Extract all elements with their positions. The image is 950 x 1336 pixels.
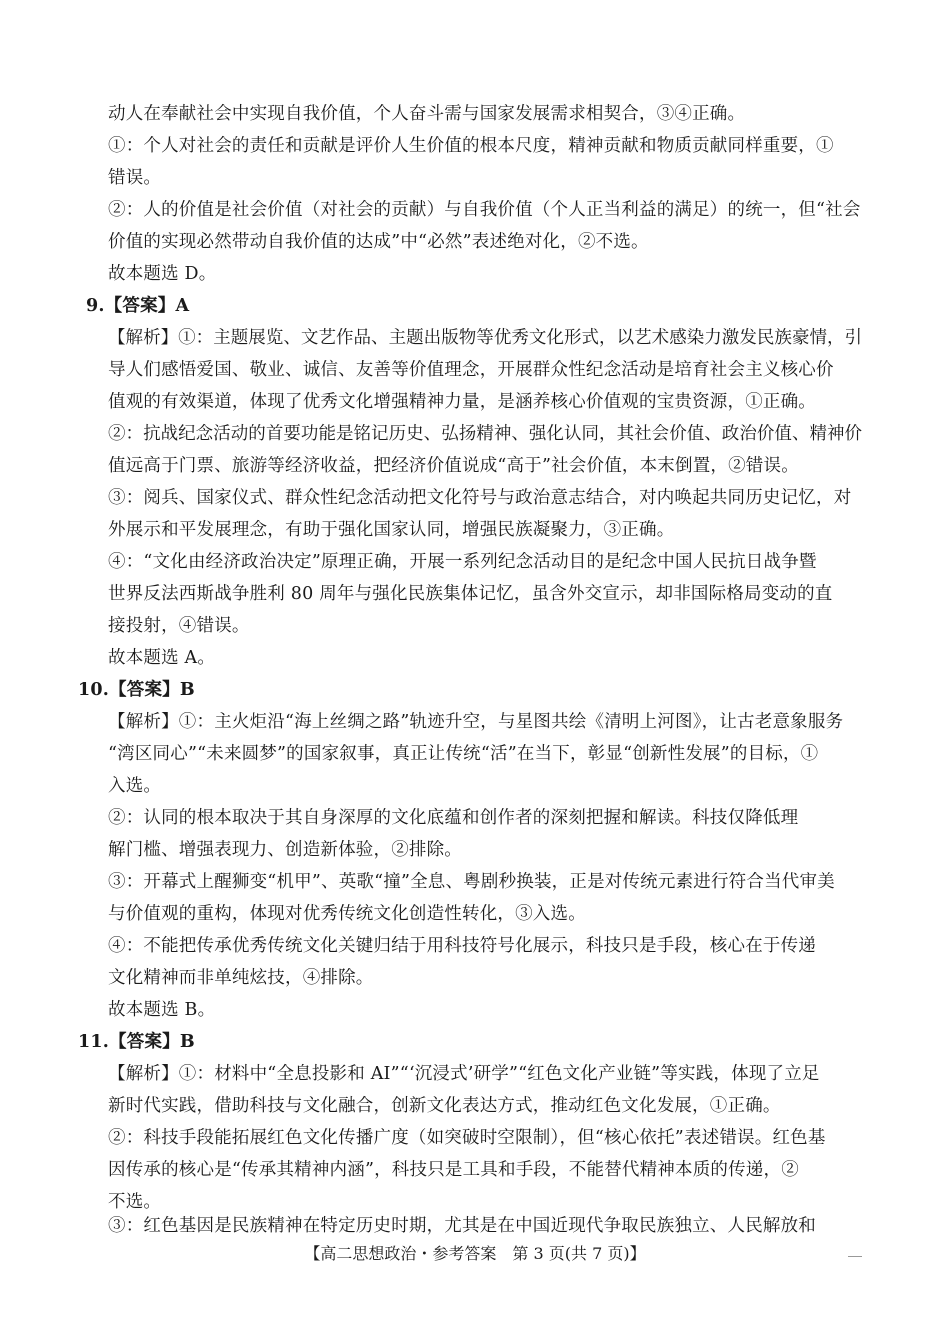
text-line: 故本题选 D。 <box>108 264 217 284</box>
text-line: ②：人的价值是社会价值（对社会的贡献）与自我价值（个人正当利益的满足）的统一，但“社会 <box>108 200 861 220</box>
text-line: 接投射，④错误。 <box>108 616 250 636</box>
text-line: 【解析】①：材料中“全息投影和 AI”“‘沉浸式’研学”“红色文化产业链”等实践，体现了立足 <box>108 1064 820 1084</box>
text-line: 价值的实现必然带动自我价值的达成”中“必然”表述绝对化，②不选。 <box>108 232 649 252</box>
text-line: 【解析】①：主火炬沿“海上丝绸之路”轨迹升空，与星图共绘《清明上河图》，让古老意象服务 <box>108 712 844 732</box>
text-line: “湾区同心”“未来圆梦”的国家叙事，真正让传统“活”在当下，彰显“创新性发展”的目标，① <box>108 744 819 764</box>
text-line: 文化精神而非单纯炫技，④排除。 <box>108 968 374 988</box>
text-line: ④：“文化由经济政治决定”原理正确，开展一系列纪念活动目的是纪念中国人民抗日战争暨 <box>108 552 817 572</box>
text-line: 新时代实践，借助科技与文化融合，创新文化表达方式，推动红色文化发展，①正确。 <box>108 1096 781 1116</box>
question-9-answer: 9.【答案】A <box>86 296 190 316</box>
text-line: 不选。 <box>108 1192 162 1212</box>
text-line: 故本题选 B。 <box>108 1000 216 1020</box>
text-line: 值观的有效渠道，体现了优秀文化增强精神力量，是涵养核心价值观的宝贵资源，①正确。 <box>108 392 816 412</box>
text-line: 因传承的核心是“传承其精神内涵”，科技只是工具和手段，不能替代精神本质的传递，② <box>108 1160 799 1180</box>
text-line: ②：认同的根本取决于其自身深厚的文化底蕴和创作者的深刻把握和解读。科技仅降低理 <box>108 808 799 828</box>
text-line: 故本题选 A。 <box>108 648 216 668</box>
text-line: ③：开幕式上醒狮变“机甲”、英歌“撞”全息、粤剧秒换装，正是对传统元素进行符合当代审美 <box>108 872 835 892</box>
text-line: ③：红色基因是民族精神在特定历史时期，尤其是在中国近现代争取民族独立、人民解放和 <box>108 1216 816 1236</box>
page-footer: 【高二思想政治・参考答案 第 3 页(共 7 页)】 <box>304 1244 646 1263</box>
text-line: ②：科技手段能拓展红色文化传播广度（如突破时空限制），但“核心依托”表述错误。红色基 <box>108 1128 826 1148</box>
text-line: 【解析】①：主题展览、文艺作品、主题出版物等优秀文化形式，以艺术感染力激发民族豪情，引 <box>108 328 863 348</box>
text-line: 导人们感悟爱国、敬业、诚信、友善等价值理念，开展群众性纪念活动是培育社会主义核心价 <box>108 360 834 380</box>
text-line: 世界反法西斯战争胜利 80 周年与强化民族集体记忆，虽含外交宣示，却非国际格局变动的直 <box>108 584 833 604</box>
text-line: ①：个人对社会的责任和贡献是评价人生价值的根本尺度，精神贡献和物质贡献同样重要，① <box>108 136 834 156</box>
text-line: 值远高于门票、旅游等经济收益，把经济价值说成“高于”社会价值，本末倒置，②错误。 <box>108 456 799 476</box>
text-line: 外展示和平发展理念，有助于强化国家认同，增强民族凝聚力，③正确。 <box>108 520 675 540</box>
text-line: 动人在奉献社会中实现自我价值，个人奋斗需与国家发展需求相契合，③④正确。 <box>108 104 746 124</box>
question-10-answer: 10.【答案】B <box>78 680 195 700</box>
text-line: ③：阅兵、国家仪式、群众性纪念活动把文化符号与政治意志结合，对内唤起共同历史记忆，对 <box>108 488 852 508</box>
text-line: ④：不能把传承优秀传统文化关键归结于用科技符号化展示，科技只是手段，核心在于传递 <box>108 936 816 956</box>
footer-mark <box>848 1256 862 1257</box>
text-line: ②：抗战纪念活动的首要功能是铭记历史、弘扬精神、强化认同，其社会价值、政治价值、精神价 <box>108 424 863 444</box>
text-line: 解门槛、增强表现力、创造新体验，②排除。 <box>108 840 462 860</box>
question-11-answer: 11.【答案】B <box>78 1032 195 1052</box>
text-line: 与价值观的重构，体现对优秀传统文化创造性转化，③入选。 <box>108 904 586 924</box>
text-line: 错误。 <box>108 168 162 188</box>
text-line: 入选。 <box>108 776 162 796</box>
